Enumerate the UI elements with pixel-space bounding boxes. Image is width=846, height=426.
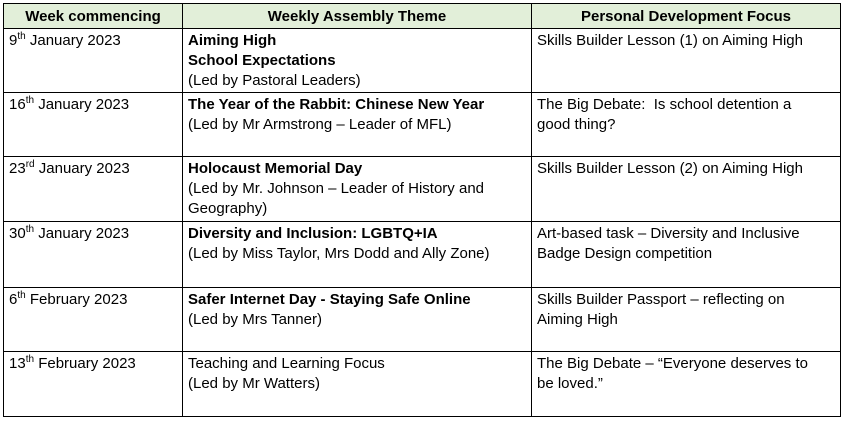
table-row	[4, 29, 841, 93]
assembly-theme-title: School Expectations	[188, 52, 336, 69]
week-month-year: January 2023	[34, 225, 130, 242]
assembly-led-by: Geography)	[188, 200, 268, 217]
week-day-suffix: rd	[25, 159, 35, 170]
assembly-led-by: Teaching and Learning Focus	[188, 355, 385, 372]
week-day: 9	[9, 32, 18, 49]
personal-development-focus-cell	[532, 29, 841, 93]
assembly-theme-cell	[183, 288, 532, 352]
week-commencing-cell	[4, 222, 183, 288]
assembly-theme-title: Safer Internet Day - Staying Safe Online	[188, 291, 471, 308]
assembly-theme-cell	[183, 352, 532, 417]
assembly-theme-cell	[183, 157, 532, 222]
week-day: 23	[9, 160, 26, 177]
assembly-theme-title: Diversity and Inclusion: LGBTQ+IA	[188, 225, 438, 242]
assembly-led-by: (Led by Pastoral Leaders)	[188, 72, 361, 89]
focus-text: The Big Debate – “Everyone deserves to	[537, 355, 808, 372]
focus-text: good thing?	[537, 116, 616, 133]
week-day-suffix: th	[25, 354, 35, 365]
week-month-year: January 2023	[25, 32, 121, 49]
week-commencing-cell	[4, 157, 183, 222]
week-day-suffix: th	[17, 290, 26, 301]
focus-text: Art-based task – Diversity and Inclusive	[537, 225, 800, 242]
week-day-suffix: th	[17, 31, 26, 42]
assembly-led-by: (Led by Mrs Tanner)	[188, 311, 322, 328]
assembly-led-by: (Led by Mr Watters)	[188, 375, 320, 392]
week-day: 6	[9, 291, 18, 308]
assembly-theme-title: Aiming High	[188, 32, 277, 49]
table-row	[4, 157, 841, 222]
personal-development-focus-cell	[532, 93, 841, 157]
week-commencing-cell	[4, 288, 183, 352]
week-commencing-cell	[4, 29, 183, 93]
focus-text: Badge Design competition	[537, 245, 713, 262]
header-row	[4, 4, 841, 29]
table-row	[4, 93, 841, 157]
focus-text: Aiming High	[537, 311, 618, 328]
assembly-theme-title: The Year of the Rabbit: Chinese New Year	[188, 96, 485, 113]
week-commencing-cell	[4, 93, 183, 157]
assembly-schedule-table	[3, 3, 841, 417]
assembly-theme-title: Holocaust Memorial Day	[188, 160, 363, 177]
focus-text: The Big Debate: Is school detention a	[537, 96, 792, 113]
header-week-commencing: Week commencing	[4, 4, 183, 29]
assembly-led-by: (Led by Miss Taylor, Mrs Dodd and Ally Zone)	[188, 245, 490, 262]
week-month-year: January 2023	[34, 160, 130, 177]
personal-development-focus-cell	[532, 288, 841, 352]
focus-text: Skills Builder Lesson (2) on Aiming High	[537, 160, 803, 177]
header-personal-development-focus: Personal Development Focus	[532, 4, 841, 29]
assembly-theme-cell	[183, 222, 532, 288]
header-weekly-assembly-theme: Weekly Assembly Theme	[183, 4, 532, 29]
assembly-theme-cell	[183, 93, 532, 157]
table-row	[4, 352, 841, 417]
table-row	[4, 222, 841, 288]
week-day: 30	[9, 225, 26, 242]
week-day: 16	[9, 96, 26, 113]
week-day: 13	[9, 355, 26, 372]
week-day-suffix: th	[25, 224, 35, 235]
focus-text: Skills Builder Lesson (1) on Aiming High	[537, 32, 803, 49]
focus-text: be loved.”	[537, 375, 603, 392]
personal-development-focus-cell	[532, 352, 841, 417]
assembly-led-by: (Led by Mr. Johnson – Leader of History and	[188, 180, 485, 197]
week-month-year: January 2023	[34, 96, 130, 113]
focus-text: Skills Builder Passport – reflecting on	[537, 291, 785, 308]
personal-development-focus-cell	[532, 222, 841, 288]
week-month-year: February 2023	[25, 291, 128, 308]
week-month-year: February 2023	[34, 355, 136, 372]
week-commencing-cell	[4, 352, 183, 417]
week-day-suffix: th	[25, 95, 35, 106]
personal-development-focus-cell	[532, 157, 841, 222]
table-row	[4, 288, 841, 352]
assembly-theme-cell	[183, 29, 532, 93]
assembly-led-by: (Led by Mr Armstrong – Leader of MFL)	[188, 116, 452, 133]
